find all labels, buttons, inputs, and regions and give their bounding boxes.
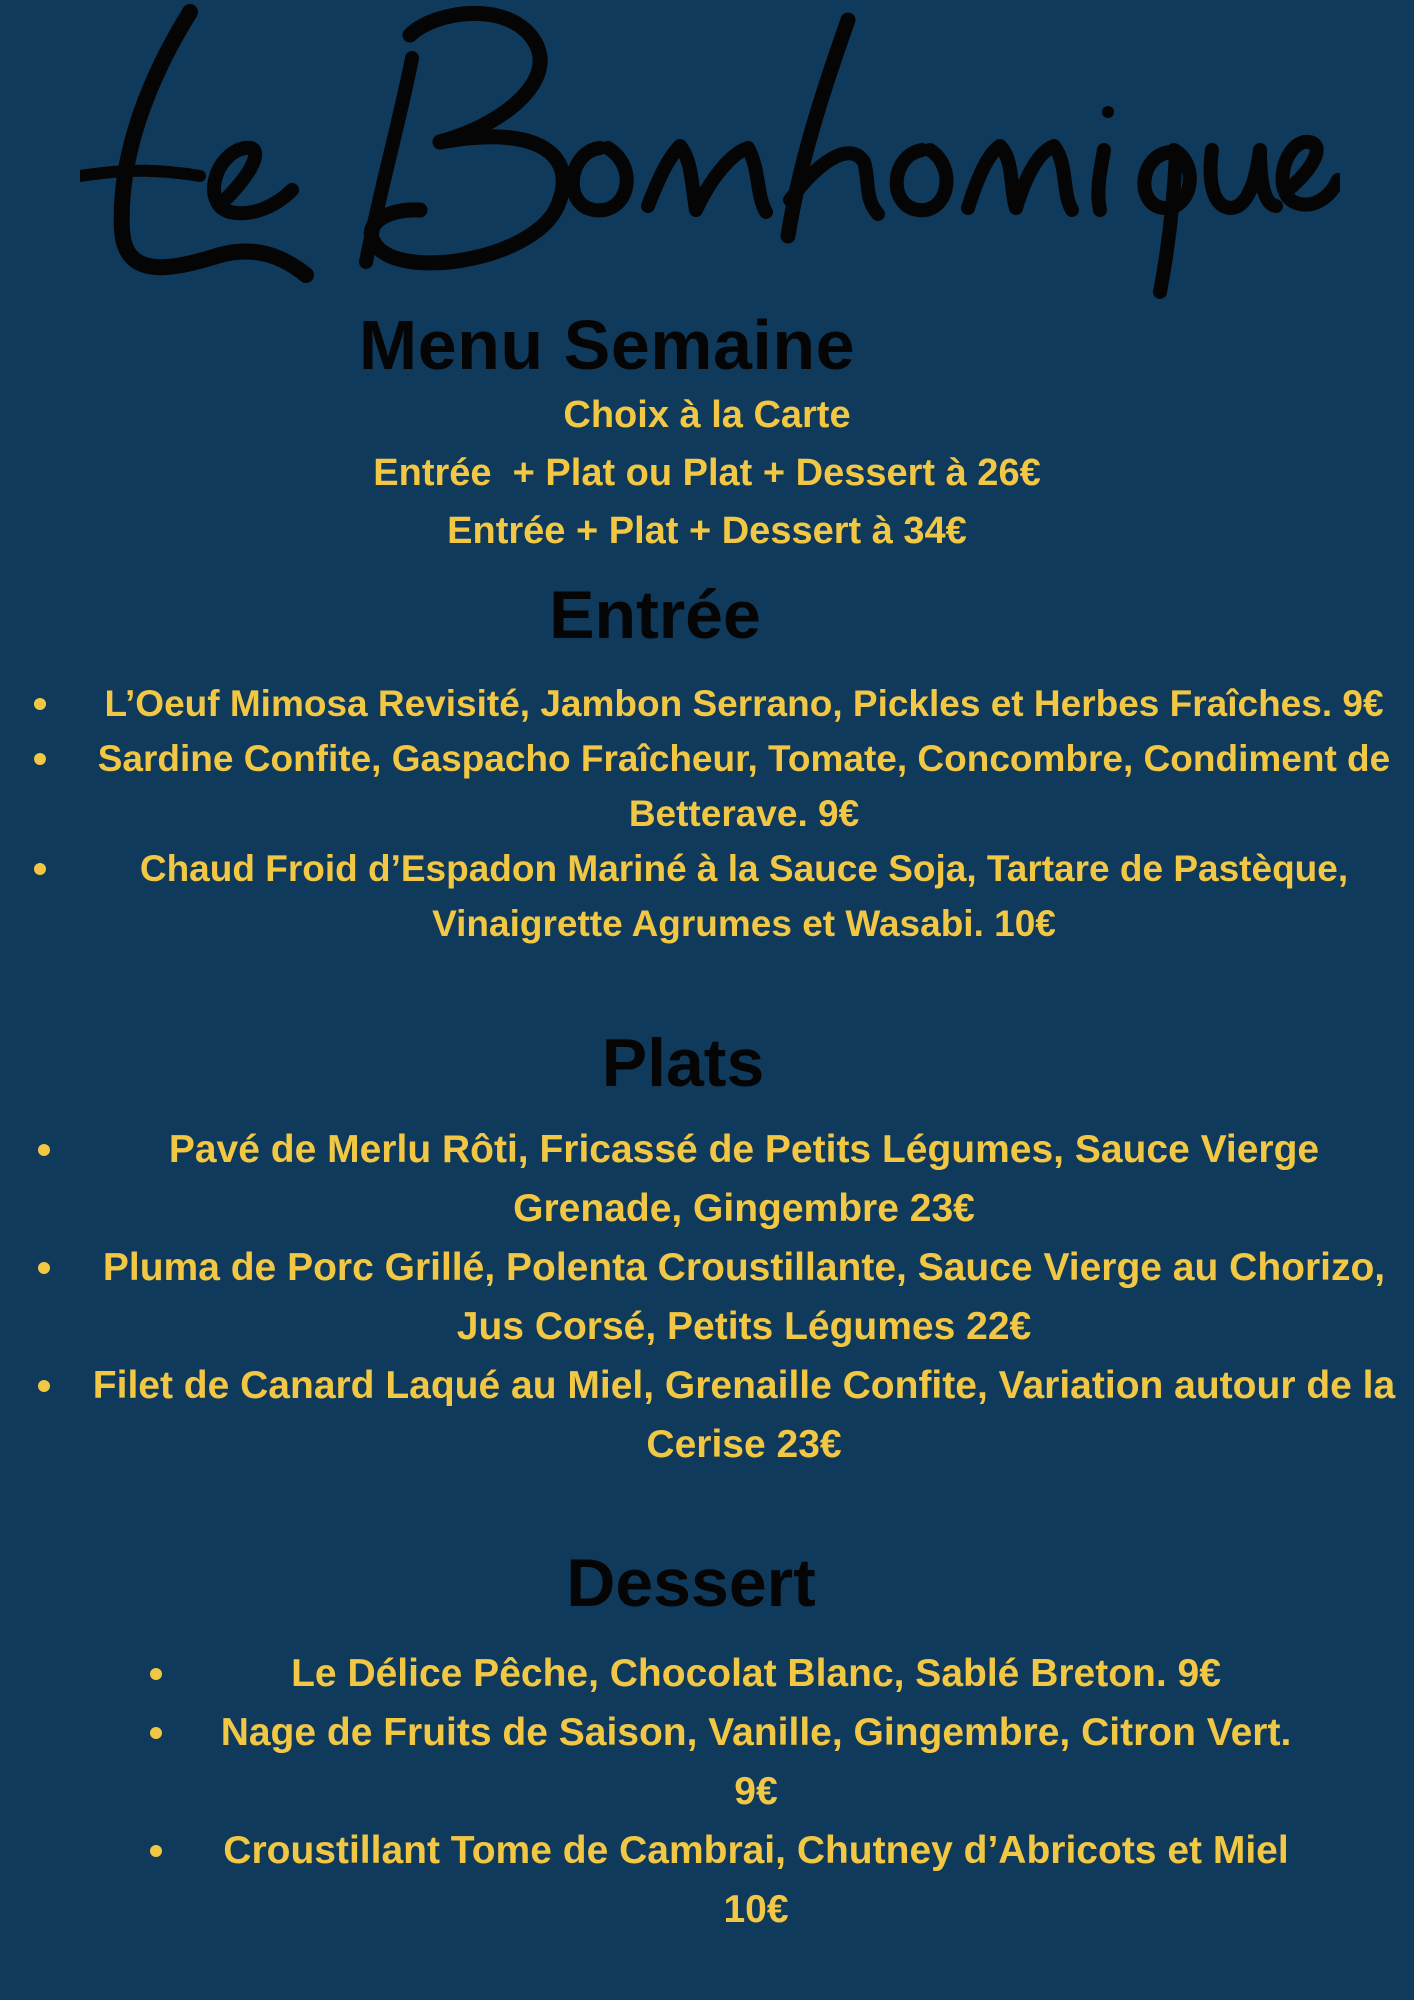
bullet-icon bbox=[150, 1845, 162, 1857]
section-title-plats: Plats bbox=[601, 1025, 765, 1101]
list-item bbox=[196, 1644, 1316, 1703]
offer-lines bbox=[0, 386, 1414, 560]
list-item-text: Croustillant Tome de Cambrai, Chutney d’Abricots et Miel 10€ bbox=[223, 1829, 1289, 1931]
section-title-entree: Entrée bbox=[549, 577, 761, 653]
bullet-icon bbox=[38, 1144, 50, 1156]
list-item bbox=[196, 1821, 1316, 1939]
dessert-list bbox=[196, 1644, 1316, 1939]
offer-line-two-courses: Entrée + Plat ou Plat + Dessert à 26€ bbox=[373, 452, 1041, 494]
list-item bbox=[84, 841, 1404, 951]
list-item bbox=[88, 1356, 1400, 1474]
bullet-icon bbox=[34, 698, 46, 710]
list-item-text: Nage de Fruits de Saison, Vanille, Gingembre, Citron Vert. 9€ bbox=[220, 1711, 1292, 1813]
list-item-text: Le Délice Pêche, Chocolat Blanc, Sablé Breton. 9€ bbox=[291, 1652, 1221, 1695]
bullet-icon bbox=[34, 753, 46, 765]
bullet-icon bbox=[38, 1262, 50, 1274]
list-item-text: Sardine Confite, Gaspacho Fraîcheur, Tomate, Concombre, Condiment de Betterave. 9€ bbox=[97, 738, 1391, 834]
offer-line-choice: Choix à la Carte bbox=[563, 394, 851, 436]
entree-list bbox=[84, 676, 1404, 951]
bullet-icon bbox=[38, 1380, 50, 1392]
restaurant-logo bbox=[80, 0, 1340, 310]
menu-title: Menu Semaine bbox=[358, 306, 856, 384]
list-item bbox=[88, 1238, 1400, 1356]
logo-script-graphic bbox=[80, 0, 1340, 310]
list-item-text: Pavé de Merlu Rôti, Fricassé de Petits Légumes, Sauce Vierge Grenade, Gingembre 23€ bbox=[168, 1128, 1320, 1230]
list-item bbox=[196, 1703, 1316, 1821]
bullet-icon bbox=[34, 863, 46, 875]
list-item-text: Filet de Canard Laqué au Miel, Grenaille Confite, Variation autour de la Cerise 23€ bbox=[92, 1364, 1396, 1466]
list-item bbox=[84, 731, 1404, 841]
bullet-icon bbox=[150, 1727, 162, 1739]
list-item bbox=[84, 676, 1404, 731]
offer-line-three-courses: Entrée + Plat + Dessert à 34€ bbox=[447, 510, 967, 552]
list-item-text: Chaud Froid d’Espadon Mariné à la Sauce Soja, Tartare de Pastèque, Vinaigrette Agrumes et Wasabi. 10€ bbox=[139, 848, 1349, 944]
section-title-dessert: Dessert bbox=[566, 1545, 816, 1621]
bullet-icon bbox=[150, 1668, 162, 1680]
plats-list bbox=[88, 1120, 1400, 1474]
list-item-text: L’Oeuf Mimosa Revisité, Jambon Serrano, Pickles et Herbes Fraîches. 9€ bbox=[104, 683, 1384, 724]
list-item-text: Pluma de Porc Grillé, Polenta Croustillante, Sauce Vierge au Chorizo, Jus Corsé, Petits Légumes 22€ bbox=[102, 1246, 1386, 1348]
list-item bbox=[88, 1120, 1400, 1238]
